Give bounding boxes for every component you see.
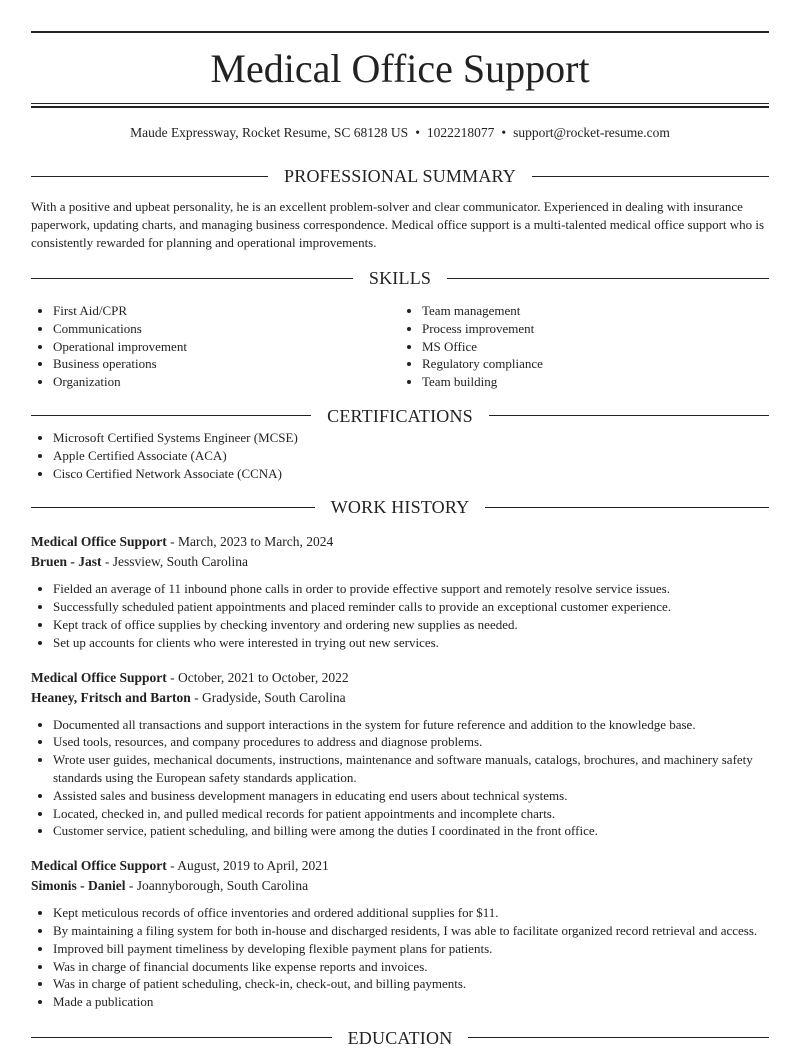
job-bullets bbox=[31, 580, 769, 651]
heading-rule-left bbox=[31, 278, 353, 279]
skill-item: • Team management bbox=[422, 302, 769, 320]
section-title: CERTIFICATIONS bbox=[327, 405, 473, 426]
heading-rule-right bbox=[489, 415, 769, 416]
job-company-line bbox=[31, 552, 769, 572]
heading-rule-left bbox=[31, 507, 315, 508]
skill-item: • Operational improvement bbox=[53, 338, 400, 356]
job-bullet: • Kept meticulous records of office inventories and ordered additional supplies for $11. bbox=[53, 904, 769, 922]
skill-item: • Regulatory compliance bbox=[422, 355, 769, 373]
job-title: Medical Office Support bbox=[31, 858, 167, 874]
skill-item: • MS Office bbox=[422, 338, 769, 356]
job-bullet: • Wrote user guides, mechanical documents, instructions, maintenance and software manuals, catalogs, brochures, and machinery safety standards using the European safety standards application. bbox=[53, 751, 769, 787]
skill-item: • Organization bbox=[53, 373, 400, 391]
job-bullet: • Improved bill payment timeliness by developing flexible payment plans for patients. bbox=[53, 940, 769, 958]
job-company: Simonis - Daniel bbox=[31, 878, 126, 894]
job-bullet: • Successfully scheduled patient appointments and placed reminder calls to provide an exceptional customer experience. bbox=[53, 598, 769, 616]
job-bullet: • By maintaining a filing system for both in-house and discharged residents, I was able to facilitate organized record retrieval and access. bbox=[53, 922, 769, 940]
job-dates: October, 2021 to October, 2022 bbox=[177, 669, 349, 685]
job-title-line bbox=[31, 668, 769, 688]
skill-item: • Process improvement bbox=[422, 320, 769, 338]
header-top-divider bbox=[31, 31, 769, 33]
job-company-line bbox=[31, 688, 769, 708]
skill-item: • Communications bbox=[53, 320, 400, 338]
section-heading-summary bbox=[31, 163, 769, 189]
section-title: PROFESSIONAL SUMMARY bbox=[284, 166, 516, 186]
contact-separator: • bbox=[415, 125, 420, 140]
skill-item: • First Aid/CPR bbox=[53, 302, 400, 320]
skills-list-right bbox=[400, 302, 769, 391]
skill-item: • Team building bbox=[422, 373, 769, 391]
job-title-line bbox=[31, 532, 769, 552]
job-company: Bruen - Jast bbox=[31, 554, 102, 570]
job-bullet: • Set up accounts for clients who were interested in trying out new services. bbox=[53, 634, 769, 652]
job-entry bbox=[31, 668, 769, 841]
contact-line bbox=[31, 124, 769, 142]
job-bullet: • Used tools, resources, and company procedures to address and diagnose problems. bbox=[53, 733, 769, 751]
job-company-line bbox=[31, 876, 769, 896]
heading-rule-right bbox=[447, 278, 769, 279]
job-bullet: • Was in charge of financial documents like expense reports and invoices. bbox=[53, 958, 769, 976]
certification-item: • Cisco Certified Network Associate (CCNA) bbox=[53, 465, 769, 483]
contact-separator: • bbox=[501, 125, 507, 140]
job-bullet: • Made a publication bbox=[53, 993, 769, 1011]
section-heading-education bbox=[31, 1025, 769, 1051]
job-bullet: • Was in charge of patient scheduling, check-in, check-out, and billing payments. bbox=[53, 975, 769, 993]
section-title: WORK HISTORY bbox=[330, 497, 470, 518]
heading-rule-right bbox=[532, 176, 769, 177]
job-dash: - bbox=[190, 689, 203, 705]
heading-rule-left bbox=[31, 415, 311, 416]
heading-rule-left bbox=[31, 176, 268, 177]
section-title: SKILLS bbox=[368, 268, 432, 288]
job-bullets bbox=[31, 716, 769, 841]
certification-item: • Apple Certified Associate (ACA) bbox=[53, 447, 769, 465]
job-title: Medical Office Support bbox=[31, 669, 167, 685]
job-company: Heaney, Fritsch and Barton bbox=[31, 689, 191, 705]
header-double-divider bbox=[31, 103, 769, 108]
job-dash: - bbox=[101, 554, 113, 570]
job-bullets bbox=[31, 904, 769, 1011]
contact-address: Maude Expressway, Rocket Resume, SC 68128 US bbox=[130, 125, 409, 140]
job-dash: - bbox=[125, 878, 137, 894]
certification-item: • Microsoft Certified Systems Engineer (MCSE) bbox=[53, 429, 769, 447]
resume-page bbox=[31, 0, 769, 1051]
skill-item: • Business operations bbox=[53, 355, 400, 373]
job-bullet: • Kept track of office supplies by checking inventory and ordering new supplies as needed. bbox=[53, 616, 769, 634]
job-title-line bbox=[31, 856, 769, 876]
section-heading-certifications bbox=[31, 403, 769, 429]
heading-rule-right bbox=[485, 507, 769, 508]
job-bullet: • Customer service, patient scheduling, and billing were among the duties I coordinated in the front office. bbox=[53, 822, 769, 840]
job-dash: - bbox=[166, 669, 178, 685]
contact-phone: 1022218077 bbox=[426, 125, 495, 140]
skills-list-left bbox=[31, 302, 400, 391]
summary-text: With a positive and upbeat personality, he is an excellent problem-solver and clear communicator. Experienced in dealing with insurance paperwork, updating charts, and managing business correspondence. Medical office support is a multi-talented medical office support who is consistently rewarded for planning and operational improvements. bbox=[31, 199, 765, 250]
job-location: Gradyside, South Carolina bbox=[202, 689, 346, 705]
heading-rule-right bbox=[468, 1037, 769, 1038]
heading-rule-left bbox=[31, 1037, 332, 1038]
job-entry bbox=[31, 532, 769, 651]
job-bullet: • Fielded an average of 11 inbound phone calls in order to provide effective support and remotely resolve service issues. bbox=[53, 580, 769, 598]
job-entry bbox=[31, 856, 769, 1011]
section-heading-work-history bbox=[31, 494, 769, 520]
job-dates: August, 2019 to April, 2021 bbox=[177, 858, 329, 874]
job-bullet: • Assisted sales and business development managers in educating end users about technical systems. bbox=[53, 787, 769, 805]
section-heading-skills bbox=[31, 265, 769, 291]
job-bullet: • Documented all transactions and support interactions in the system for future reference and addition to the knowledge base. bbox=[53, 716, 769, 734]
resume-name: Medical Office Support bbox=[210, 46, 590, 91]
job-bullet: • Located, checked in, and pulled medical records for patient appointments and incomplete charts. bbox=[53, 805, 769, 823]
job-location: Joannyborough, South Carolina bbox=[136, 878, 309, 894]
certifications-list bbox=[31, 429, 769, 482]
contact-email: support@rocket-resume.com bbox=[513, 125, 670, 140]
job-location: Jessview, South Carolina bbox=[112, 554, 248, 570]
job-dash: - bbox=[166, 858, 178, 874]
section-title: EDUCATION bbox=[347, 1027, 453, 1048]
job-dash: - bbox=[166, 534, 178, 550]
skills-grid bbox=[31, 302, 769, 391]
job-title: Medical Office Support bbox=[31, 534, 167, 550]
job-dates: March, 2023 to March, 2024 bbox=[177, 534, 334, 550]
